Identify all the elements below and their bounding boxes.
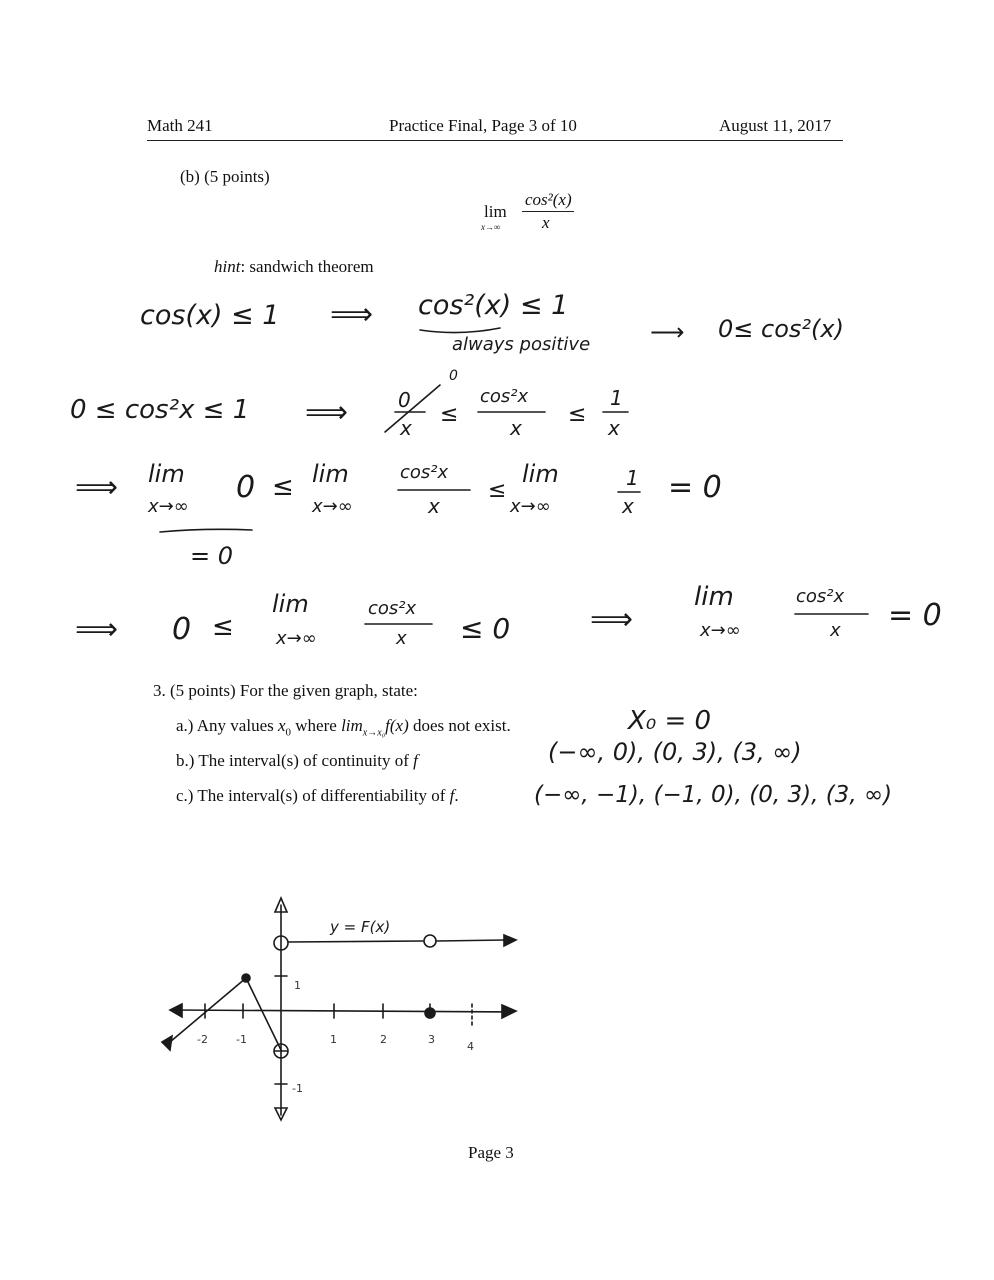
filled-point-3-0 [425, 1008, 435, 1018]
hw-line3-lim2-sub: x→∞ [312, 496, 353, 517]
q3-c-end: . [454, 786, 459, 805]
x-axis-right-arrow-icon [502, 1005, 516, 1018]
hw-line3-frac-num: cos²x [400, 462, 449, 483]
q3-b-answer: (−∞, 0), (0, 3), (3, ∞) [548, 738, 802, 766]
hw-line3-frac-den: x [428, 494, 440, 518]
x-axis-left-arrow-icon [170, 1004, 182, 1017]
hw-line2-zero: 0 [449, 368, 458, 384]
q3-b-f: f [413, 751, 418, 770]
upper-segment [288, 941, 423, 942]
graph-curve-label: y = F(x) [330, 918, 391, 936]
q3-a-end: does not exist. [408, 716, 511, 735]
q3-a-fx: f(x) [385, 716, 409, 735]
hw-line4-result-den: x [830, 620, 841, 641]
hw-line2-frac1-den: x [400, 416, 412, 440]
hw-line1-c: 0≤ cos²(x) [718, 315, 844, 343]
q3-a-mid: where [291, 716, 342, 735]
hw-line1-b: cos²(x) ≤ 1 [418, 290, 569, 321]
hw-line4-eq: = 0 [888, 598, 942, 633]
limit-numerator: cos²(x) [525, 190, 572, 209]
hw-line3-frac3-den: x [622, 494, 634, 518]
hw-line3-le2: ≤ [488, 478, 507, 503]
header-title: Practice Final, Page 3 of 10 [389, 116, 577, 135]
hw-line3-eq: = 0 [668, 470, 722, 505]
hw-line3-lim3: lim [522, 460, 559, 488]
hw-line3-zero: 0 [236, 470, 256, 505]
hw-line2-frac2-num: cos²x [480, 386, 529, 407]
hw-line3-frac3-num: 1 [626, 466, 639, 490]
x-tick-label: 3 [428, 1033, 435, 1046]
q3-a-lim: lim [341, 716, 363, 735]
q3-c-f: f [449, 786, 455, 805]
q3-stem: 3. (5 points) For the given graph, state: [153, 681, 418, 700]
hw-line3-arrow: ⟹ [75, 470, 119, 505]
q3-c-answer: (−∞, −1), (−1, 0), (0, 3), (3, ∞) [534, 782, 893, 808]
x-tick-label: 4 [467, 1040, 474, 1053]
hw-line3-lim2: lim [312, 460, 349, 488]
page-number: Page 3 [468, 1143, 514, 1162]
x-tick-label: -2 [197, 1033, 208, 1046]
underline-lim [160, 529, 252, 532]
limit-subscript: x→∞ [481, 222, 501, 232]
upper-ray [437, 940, 505, 941]
limit-lim: lim [484, 202, 507, 221]
q3-a-lim-sub: x→x₀ [362, 727, 386, 739]
q3-a-label: a.) Any values [176, 716, 278, 735]
hw-line2-le1: ≤ [440, 402, 459, 427]
hw-line4-frac-den: x [396, 628, 407, 649]
hw-line3-lim1-sub: x→∞ [148, 496, 189, 517]
hw-line4-le1: ≤ [212, 612, 234, 642]
hw-line2-frac3-den: x [608, 416, 620, 440]
hw-line4-le2: ≤ 0 [460, 612, 511, 645]
header-date: August 11, 2017 [719, 116, 832, 135]
underline-curve [420, 328, 500, 333]
q3-a-x0-sub: 0 [285, 726, 292, 739]
hw-line4-arrow2: ⟹ [590, 602, 634, 637]
x-tick-label: -1 [236, 1033, 247, 1046]
hw-line4-result-num: cos²x [796, 586, 845, 607]
x-tick-label: 1 [330, 1033, 337, 1046]
part-b-label: (b) (5 points) [180, 167, 270, 186]
y-tick-label: 1 [294, 979, 301, 992]
hw-line1-note: always positive [452, 334, 591, 355]
hw-line3-under: = 0 [190, 542, 234, 570]
y-tick-label: -1 [292, 1082, 303, 1095]
hint-text: : sandwich theorem [240, 257, 374, 276]
hw-line2-le2: ≤ [568, 402, 587, 427]
graph-x-axis [172, 1010, 512, 1012]
hw-line2-frac2-den: x [510, 416, 522, 440]
hw-line2-frac1-num: 0 [398, 388, 411, 412]
hint-label: hint [214, 257, 241, 276]
cancel-stroke [385, 385, 440, 432]
limit-denominator: x [542, 213, 550, 232]
open-point-3-2 [424, 935, 436, 947]
hw-line3-lim1: lim [148, 460, 185, 488]
hw-line2-frac3-num: 1 [610, 386, 623, 410]
hw-line3-lim3-sub: x→∞ [510, 496, 551, 517]
hw-line4-arrow: ⟹ [75, 612, 119, 647]
hw-line3-le1: ≤ [272, 472, 294, 502]
q3-a-x0: x [277, 716, 286, 735]
x-tick-label: 2 [380, 1033, 387, 1046]
descending-segment [246, 978, 281, 1050]
q3-c-label: c.) The interval(s) of differentiability of [176, 786, 450, 805]
hw-line4-zero: 0 [172, 612, 192, 647]
upper-ray-arrow-icon [504, 935, 516, 946]
hw-line4-frac-num: cos²x [368, 598, 417, 619]
hw-line1-arrow: ⟹ [330, 297, 374, 332]
hw-line1-a: cos(x) ≤ 1 [140, 300, 280, 331]
hw-line4-lim-result: lim [694, 582, 734, 612]
hw-line2-arrow: ⟹ [305, 395, 349, 430]
hw-line4-lim-result-sub: x→∞ [700, 620, 741, 641]
q3-a-answer: X₀ = 0 [628, 706, 712, 736]
header-course: Math 241 [147, 116, 213, 135]
hw-line4-lim: lim [272, 590, 309, 618]
hw-line2-a: 0 ≤ cos²x ≤ 1 [70, 395, 250, 425]
hw-line1-arrow2: ⟶ [650, 318, 685, 346]
q3-b-label: b.) The interval(s) of continuity of [176, 751, 414, 770]
hw-line4-lim-sub: x→∞ [276, 628, 317, 649]
left-ray-arrow-icon [162, 1036, 172, 1050]
